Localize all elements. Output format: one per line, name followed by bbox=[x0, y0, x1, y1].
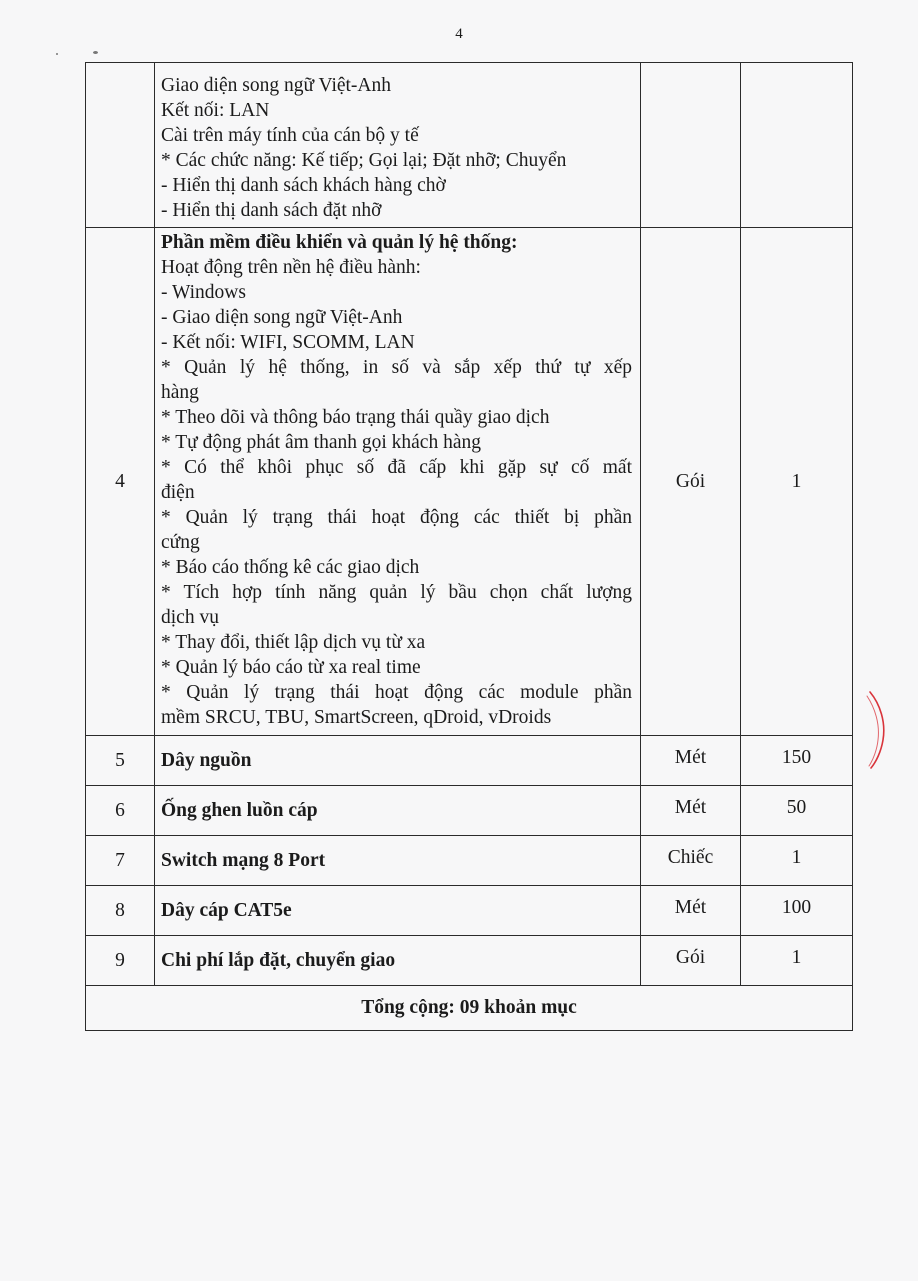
unit-cell: Gói bbox=[641, 936, 741, 986]
quantity-cell: 100 bbox=[741, 886, 853, 936]
quantity-cell bbox=[741, 63, 853, 228]
description-line: dịch vụ bbox=[161, 607, 219, 628]
description-cell bbox=[155, 63, 641, 228]
total-label: Tổng cộng: 09 khoản mục bbox=[86, 986, 853, 1031]
item-name-cell: Switch mạng 8 Port bbox=[155, 836, 641, 886]
unit-cell: Gói bbox=[641, 228, 741, 736]
description-line: * Có thể khôi phục số đã cấp khi gặp sự cố mất bbox=[161, 457, 632, 478]
paper-speck bbox=[93, 51, 98, 54]
description-line: * Quản lý báo cáo từ xa real time bbox=[161, 657, 421, 678]
description-line: Hoạt động trên nền hệ điều hành: bbox=[161, 257, 421, 278]
description-line: * Tích hợp tính năng quản lý bầu chọn chất lượng bbox=[161, 582, 632, 603]
unit-cell: Mét bbox=[641, 736, 741, 786]
description-line: * Báo cáo thống kê các giao dịch bbox=[161, 557, 420, 578]
description-line: Giao diện song ngữ Việt-Anh bbox=[161, 75, 392, 96]
unit-cell bbox=[641, 63, 741, 228]
description-line: * Các chức năng: Kế tiếp; Gọi lại; Đặt nhỡ; Chuyển bbox=[161, 150, 567, 171]
description-line: Kết nối: LAN bbox=[161, 100, 270, 121]
table-row bbox=[86, 936, 853, 986]
description-line: hàng bbox=[161, 382, 199, 403]
description-cell bbox=[155, 228, 641, 736]
description-line: - Giao diện song ngữ Việt-Anh bbox=[161, 307, 403, 328]
unit-cell: Mét bbox=[641, 886, 741, 936]
description-line: * Quản lý trạng thái hoạt động các thiết bị phần bbox=[161, 507, 632, 528]
description-line: - Hiển thị danh sách đặt nhỡ bbox=[161, 200, 382, 221]
quantity-cell: 1 bbox=[741, 936, 853, 986]
stt-cell: 9 bbox=[86, 936, 155, 986]
description-line: - Hiển thị danh sách khách hàng chờ bbox=[161, 175, 446, 196]
quantity-cell: 1 bbox=[741, 836, 853, 886]
stt-cell: 7 bbox=[86, 836, 155, 886]
item-name-cell: Dây nguồn bbox=[155, 736, 641, 786]
equipment-table bbox=[85, 62, 853, 1031]
quantity-cell: 1 bbox=[741, 228, 853, 736]
quantity-cell: 50 bbox=[741, 786, 853, 836]
unit-cell: Chiếc bbox=[641, 836, 741, 886]
total-row bbox=[86, 986, 853, 1031]
quantity-cell: 150 bbox=[741, 736, 853, 786]
item-title: Phần mềm điều khiển và quản lý hệ thống: bbox=[161, 232, 518, 253]
table-row bbox=[86, 228, 853, 736]
stt-cell: 5 bbox=[86, 736, 155, 786]
item-name-cell: Chi phí lắp đặt, chuyển giao bbox=[155, 936, 641, 986]
stt-cell bbox=[86, 63, 155, 228]
description-line: cứng bbox=[161, 532, 200, 553]
description-line: - Kết nối: WIFI, SCOMM, LAN bbox=[161, 332, 415, 353]
item-name-cell: Dây cáp CAT5e bbox=[155, 886, 641, 936]
stt-cell: 6 bbox=[86, 786, 155, 836]
table-row bbox=[86, 886, 853, 936]
description-line: * Theo dõi và thông báo trạng thái quầy giao dịch bbox=[161, 407, 550, 428]
description-line: * Quản lý trạng thái hoạt động các module phần bbox=[161, 682, 632, 703]
paper-speck bbox=[56, 53, 58, 55]
description-line: Cài trên máy tính của cán bộ y tế bbox=[161, 125, 419, 146]
description-line: điện bbox=[161, 482, 195, 503]
stt-cell: 8 bbox=[86, 886, 155, 936]
page-number: 4 bbox=[455, 26, 463, 42]
table-row bbox=[86, 836, 853, 886]
unit-cell: Mét bbox=[641, 786, 741, 836]
description-line: * Thay đổi, thiết lập dịch vụ từ xa bbox=[161, 632, 426, 653]
description-line: * Quản lý hệ thống, in số và sắp xếp thứ tự xếp bbox=[161, 357, 632, 378]
description-line: - Windows bbox=[161, 282, 246, 303]
table-row bbox=[86, 736, 853, 786]
description-line: mềm SRCU, TBU, SmartScreen, qDroid, vDroids bbox=[161, 707, 552, 728]
table-row bbox=[86, 786, 853, 836]
stt-cell: 4 bbox=[86, 228, 155, 736]
table-row bbox=[86, 63, 853, 228]
item-name-cell: Ống ghen luồn cáp bbox=[155, 786, 641, 836]
description-line: * Tự động phát âm thanh gọi khách hàng bbox=[161, 432, 481, 453]
red-pen-mark bbox=[866, 690, 890, 770]
